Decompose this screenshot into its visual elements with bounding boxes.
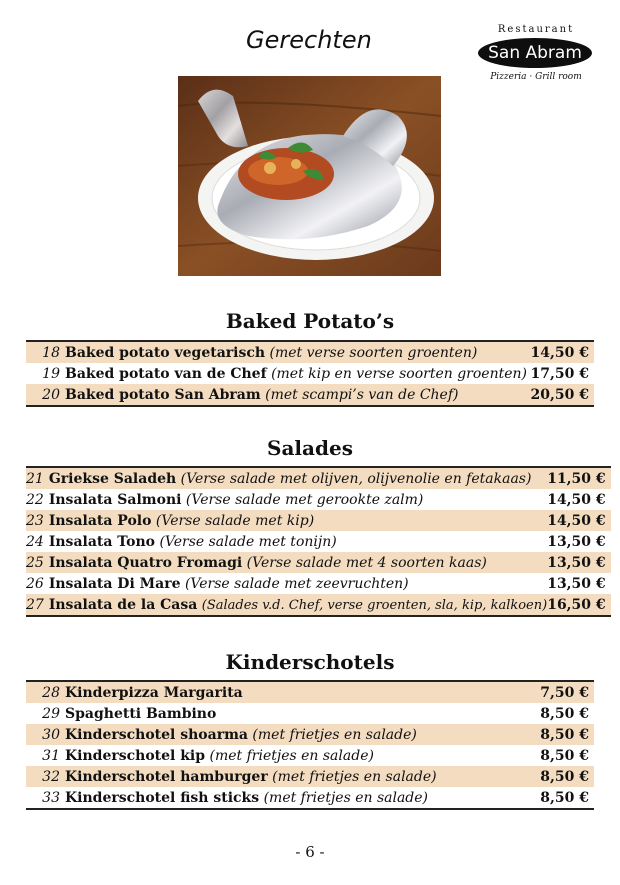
item-number: 21 (26, 467, 49, 489)
item-text (65, 703, 529, 724)
item-name: Insalata Di Mare (48, 575, 181, 592)
item-number: 27 (26, 594, 49, 616)
item-name: Kinderschotel shoarma (65, 726, 248, 743)
item-number: 33 (42, 789, 60, 806)
menu-row (26, 766, 594, 787)
item-description: (Verse salade met olijven, olijvenolie en fetakaas) (180, 470, 532, 487)
item-number: 20 (26, 384, 65, 406)
menu-row (26, 724, 594, 745)
item-text (65, 681, 529, 703)
menu-row (26, 594, 611, 616)
item-description: (Verse salade met zeevruchten) (184, 575, 409, 592)
item-text (49, 531, 547, 552)
item-description: (Verse salade met gerookte zalm) (185, 491, 424, 508)
item-price: 11,50 € (547, 467, 610, 489)
item-description: (Verse salade met kip) (155, 512, 315, 529)
item-price: 13,50 € (547, 552, 610, 573)
item-name: Insalata Polo (48, 512, 152, 529)
item-description: (Verse salade met 4 soorten kaas) (246, 554, 487, 571)
item-name: Baked potato San Abram (65, 386, 261, 403)
menu-row (26, 745, 594, 766)
item-description: (Verse salade met tonijn) (159, 533, 337, 550)
item-name: Insalata Salmoni (48, 491, 182, 508)
item-description: (Salades v.d. Chef, verse groenten, sla, kip, kalkoen) (201, 597, 548, 613)
item-description: (met frietjes en salade) (263, 789, 429, 806)
item-number: 23 (26, 510, 49, 531)
item-text (65, 766, 529, 787)
item-name: Spaghetti Bambino (65, 705, 217, 722)
logo-top-text: Restaurant (497, 24, 575, 35)
menu-row (26, 573, 611, 594)
item-text (65, 341, 529, 363)
item-price: 13,50 € (547, 575, 606, 592)
section-title: Salades (267, 436, 353, 460)
item-number: 32 (26, 766, 65, 787)
item-name: Baked potato van de Chef (65, 365, 267, 382)
menu-row (26, 703, 594, 724)
page-number: - 6 - (295, 843, 325, 861)
logo-name: San Abram (478, 38, 592, 68)
item-text (65, 724, 529, 745)
item-text (65, 787, 529, 809)
item-number: 24 (26, 533, 44, 550)
menu-row (26, 531, 611, 552)
item-name: Kinderpizza Margarita (65, 684, 243, 701)
item-text (49, 467, 547, 489)
restaurant-logo (474, 24, 598, 88)
item-number: 28 (26, 681, 65, 703)
menu-row (26, 510, 611, 531)
item-price: 8,50 € (540, 705, 589, 722)
item-price: 20,50 € (529, 384, 594, 406)
item-name: Kinderschotel hamburger (65, 768, 268, 785)
item-price: 8,50 € (529, 766, 594, 787)
item-price: 7,50 € (529, 681, 594, 703)
item-name: Kinderschotel kip (65, 747, 206, 764)
item-name: Baked potato vegetarisch (65, 344, 266, 361)
item-description: (met frietjes en salade) (209, 747, 374, 764)
item-description: (met scampi’s van de Chef) (265, 386, 459, 403)
item-text (49, 573, 547, 594)
menu-row (26, 681, 594, 703)
baked-potato-photo (178, 76, 441, 276)
item-name: Kinderschotel fish sticks (65, 789, 260, 806)
menu-table (26, 680, 594, 810)
menu-row (26, 489, 611, 510)
item-number: 22 (26, 491, 44, 508)
menu-row (26, 467, 611, 489)
item-description: (met frietjes en salade) (252, 726, 417, 743)
menu-row (26, 363, 594, 384)
item-price: 13,50 € (547, 533, 606, 550)
item-text (65, 384, 529, 406)
item-text (49, 489, 547, 510)
item-price: 17,50 € (530, 365, 589, 382)
item-name: Insalata Quatro Fromagi (48, 554, 243, 571)
menu-table (26, 466, 611, 617)
menu-row (26, 552, 611, 573)
item-description: (met verse soorten groenten) (269, 344, 478, 361)
item-name: Griekse Saladeh (48, 470, 177, 487)
item-price: 14,50 € (529, 341, 594, 363)
item-price: 8,50 € (540, 789, 589, 806)
item-price: 14,50 € (547, 491, 606, 508)
item-description: (met frietjes en salade) (272, 768, 437, 785)
item-price: 16,50 € (547, 594, 610, 616)
section-title: Kinderschotels (225, 650, 395, 674)
item-text (49, 552, 547, 573)
item-number: 18 (26, 341, 65, 363)
item-text (65, 363, 529, 384)
item-text (65, 745, 529, 766)
item-number: 29 (42, 705, 60, 722)
item-number: 19 (42, 365, 60, 382)
item-price: 8,50 € (540, 747, 589, 764)
item-price: 14,50 € (547, 510, 610, 531)
page-title: Gerechten (246, 26, 372, 54)
item-number: 25 (26, 552, 49, 573)
menu-row (26, 787, 594, 809)
menu-row (26, 384, 594, 406)
item-number: 30 (26, 724, 65, 745)
menu-table (26, 340, 594, 407)
item-number: 26 (26, 575, 44, 592)
logo-subtitle: Pizzeria · Grill room (490, 72, 582, 82)
item-text (49, 510, 547, 531)
item-text (49, 594, 547, 616)
item-description: (met kip en verse soorten groenten) (271, 365, 527, 382)
section-title: Baked Potato’s (225, 309, 395, 333)
item-name: Insalata de la Casa (48, 596, 198, 613)
item-number: 31 (42, 747, 60, 764)
item-price: 8,50 € (529, 724, 594, 745)
item-name: Insalata Tono (48, 533, 155, 550)
menu-row (26, 341, 594, 363)
